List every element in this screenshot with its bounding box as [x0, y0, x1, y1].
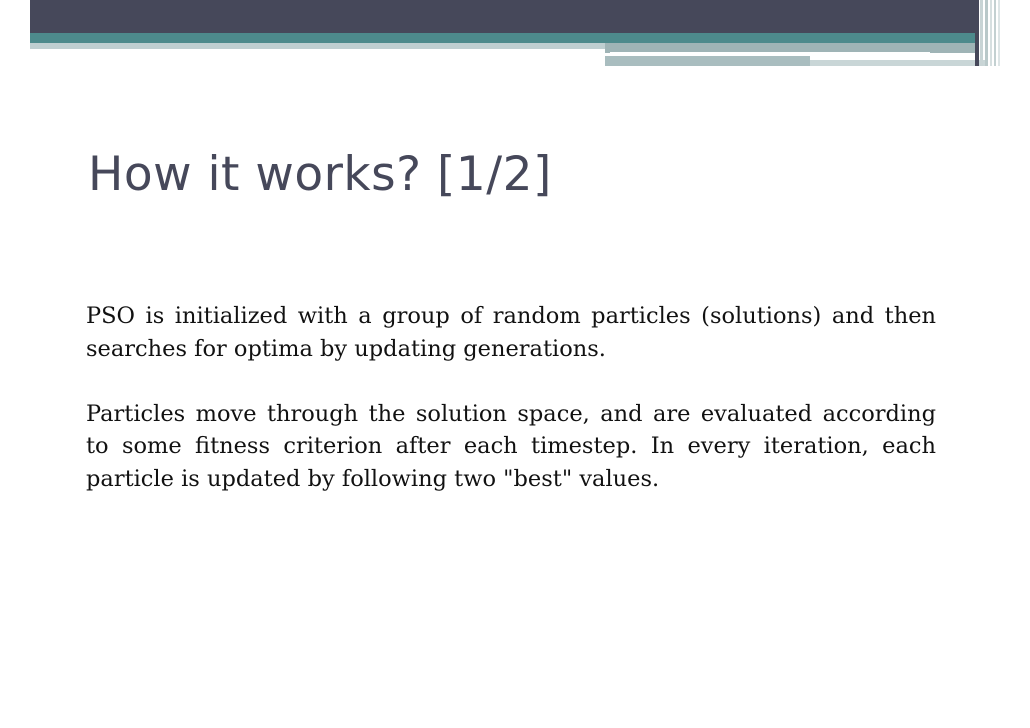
slide-title: How it works? [1/2]	[88, 147, 552, 202]
slide-body	[86, 300, 936, 528]
header-edge-strip	[990, 0, 992, 66]
body-paragraph: PSO is initialized with a group of random particles (solutions) and then searches for optima by updating generations.	[86, 303, 936, 362]
header-edge-strip	[980, 0, 983, 66]
header-band-teal	[30, 33, 975, 43]
body-paragraph: Particles move through the solution space, and are evaluated according to some fitness criterion after each timestep. In every iteration, each particle is updated by following two "best" values.	[86, 400, 936, 492]
header-band-right-lower	[605, 56, 810, 66]
header-edge-strip	[985, 0, 988, 66]
header-edge-strip	[975, 0, 979, 66]
header-band-highlight	[610, 52, 930, 54]
header-edge-strip	[998, 0, 1000, 66]
header-band-light	[30, 43, 605, 49]
header-band-dark	[30, 0, 975, 33]
header-band-right-lower-tail	[810, 60, 985, 66]
header-edge-strip	[994, 0, 996, 66]
